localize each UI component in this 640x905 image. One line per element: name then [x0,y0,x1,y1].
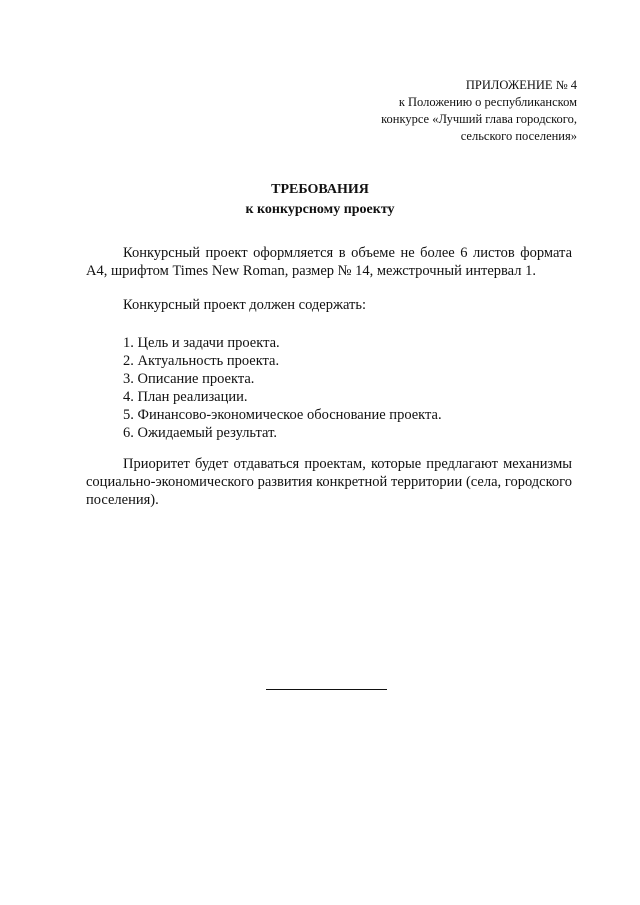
appendix-ref-line: к Положению о республиканском [398,95,577,109]
appendix-ref-line: сельского поселения» [460,129,577,143]
list-item: 2. Актуальность проекта. [123,353,280,369]
list-item: 5. Финансово-экономическое обоснование проекта. [123,407,442,423]
title-subtitle: к конкурсному проекту [245,202,395,217]
appendix-ref-line: конкурсе «Лучший глава городского, [381,112,577,126]
appendix-header [381,77,577,145]
title-main: ТРЕБОВАНИЯ [271,182,369,197]
format-paragraph: Конкурсный проект оформляется в объеме не более 6 листов формата А4, шрифтом Times New Roman, размер № 14, межстрочный интервал 1. [86,245,572,279]
contents-intro-paragraph: Конкурсный проект должен содержать: [123,297,367,313]
end-separator-line [266,689,387,690]
list-item: 3. Описание проекта. [123,371,255,387]
list-item: 6. Ожидаемый результат. [123,425,277,441]
appendix-number: ПРИЛОЖЕНИЕ № 4 [465,78,577,92]
priority-paragraph: Приоритет будет отдаваться проектам, которые предлагают механизмы социально-экономического развития конкретной территории (села, городского поселения). [86,456,572,508]
requirements-list [123,334,442,442]
list-item: 1. Цель и задачи проекта. [123,335,280,351]
document-title [0,180,640,220]
list-item: 4. План реализации. [123,389,248,405]
